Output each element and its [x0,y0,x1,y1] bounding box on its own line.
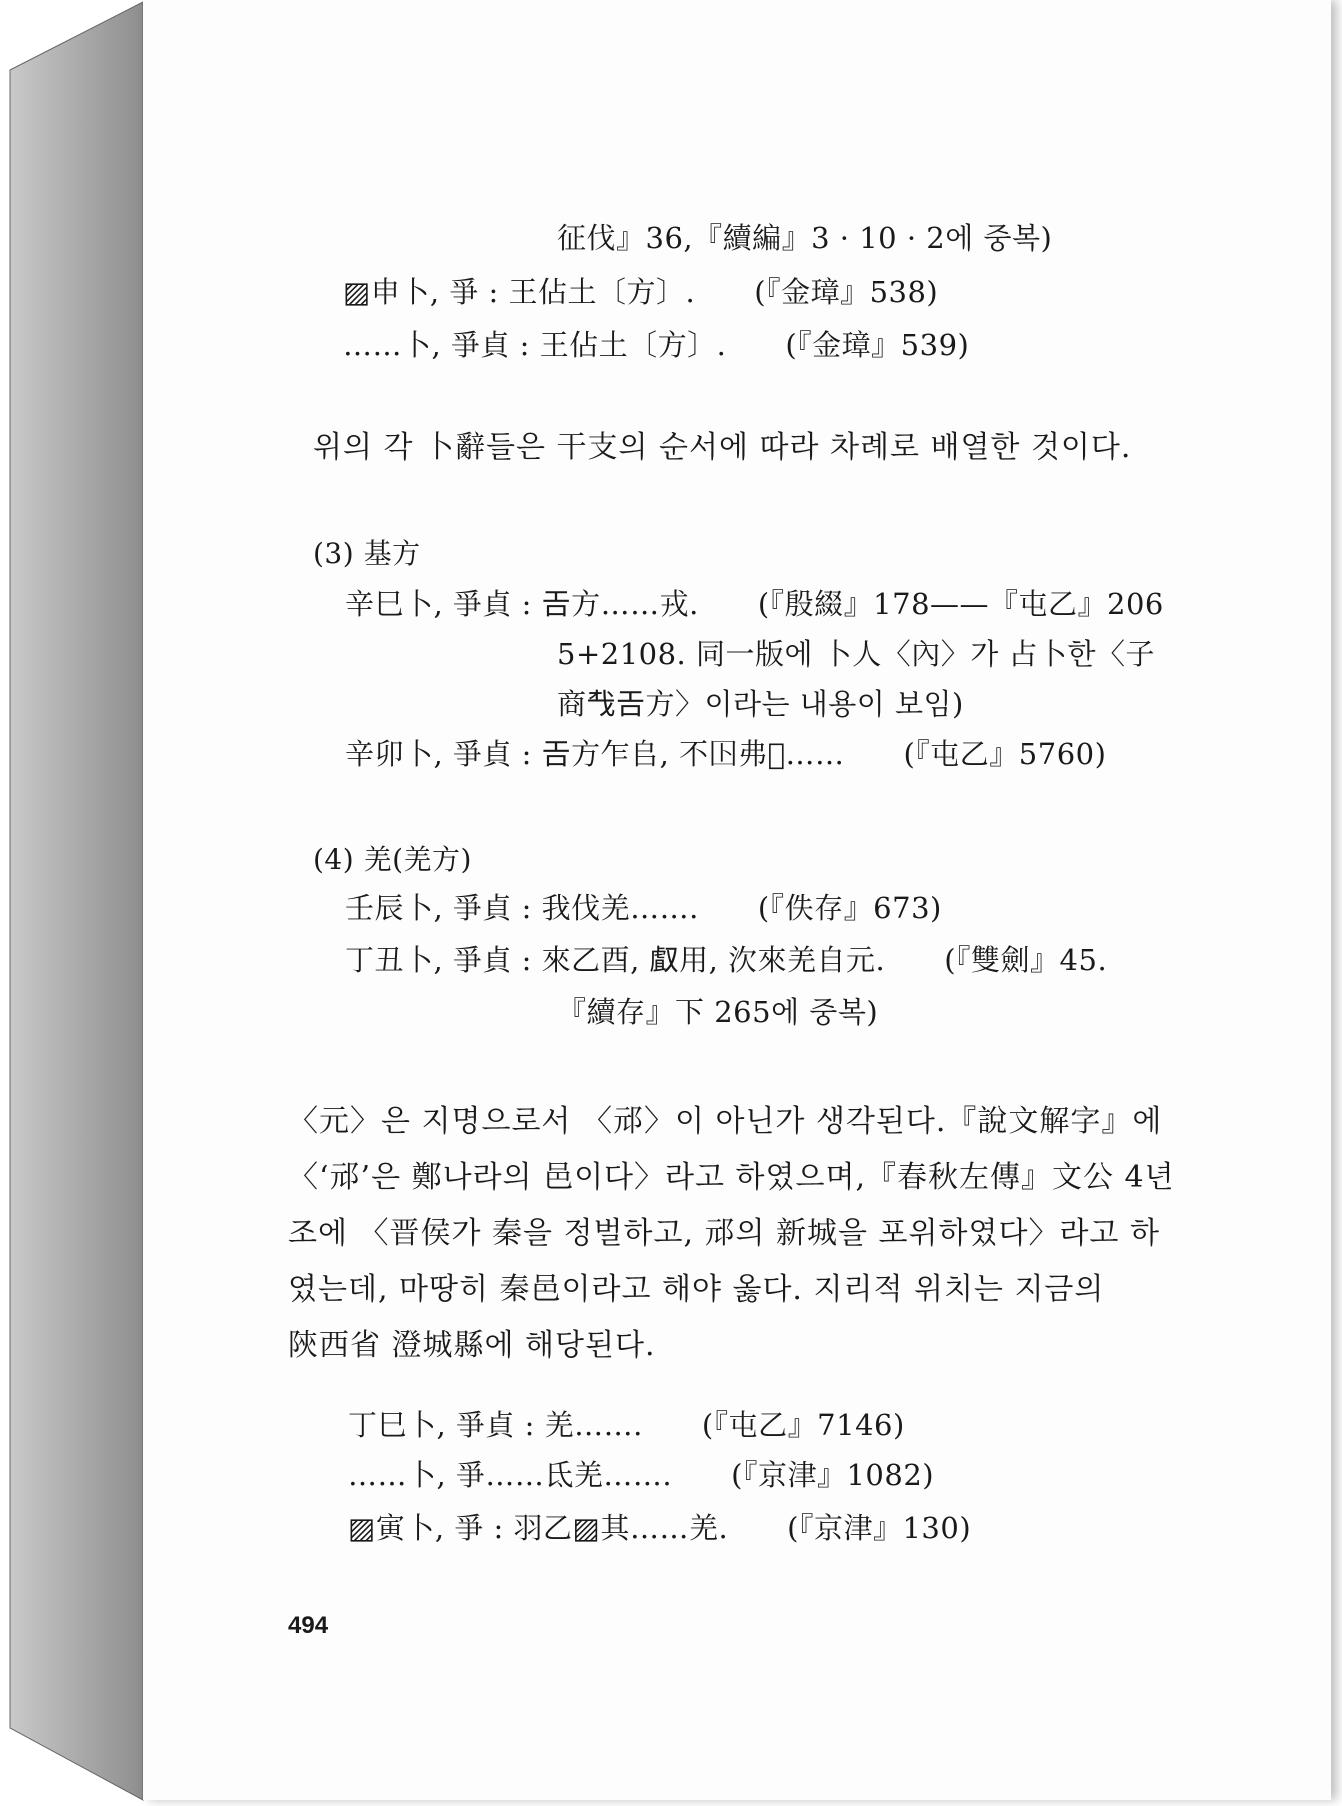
section-heading: (4) 羌(羌方) [313,843,472,876]
text-line: ……卜, 爭……氐羌……. (『京津』1082) [348,1458,935,1492]
paragraph-line: 조에 〈晋侯가 秦을 정벌하고, 邧의 新城을 포위하였다〉라고 하 [288,1216,1160,1251]
text-line: 壬辰卜, 爭貞 : 我伐羌……. (『佚存』673) [345,891,942,925]
paragraph-line: 〈元〉은 지명으로서 〈邧〉이 아닌가 생각된다.『說文解字』에 [288,1104,1163,1139]
book-page [143,0,1331,1800]
text-line: 5+2108. 同一版에 卜人〈內〉가 占卜한〈子 [557,637,1155,671]
text-line: 『續存』下 265에 중복) [557,995,879,1029]
page-number: 494 [288,1612,329,1639]
paragraph-line: 陝西省 澄城縣에 해당된다. [288,1328,656,1363]
section-heading: (3) 基方 [313,537,421,570]
text-line: ▨寅卜, 爭 : 羽乙▨其……羌. (『京津』130) [348,1511,972,1545]
paragraph [288,1094,1188,1374]
paragraph: 위의 각 卜辭들은 干支의 순서에 따라 차례로 배열한 것이다. [313,430,1132,465]
text-line: ……卜, 爭貞 : 王佔土〔方〕. (『金璋』539) [343,328,970,362]
text-line: ▨申卜, 爭 : 王佔土〔方〕. (『金璋』538) [343,275,939,309]
text-line: 商𢦔𢀛方〉이라는 내용이 보임) [557,687,964,721]
text-line: 丁丑卜, 爭貞 : 來乙酉, 𠭯用, 㳄來羌自元. (『雙劍』45. [345,943,1108,977]
text-line: 辛卯卜, 爭貞 : 𢀛方乍𠂤, 不𡆥弗𠨞…… (『屯乙』5760) [345,737,1107,771]
paragraph-line: 였는데, 마땅히 秦邑이라고 해야 옳다. 지리적 위치는 지금의 [288,1272,1105,1307]
text-line: 征伐』36,『續編』3 · 10 · 2에 중복) [557,221,1053,255]
text-line: 丁巳卜, 爭貞 : 羌……. (『屯乙』7146) [348,1408,905,1442]
text-line: 辛巳卜, 爭貞 : 𢀛方……戎. (『殷綴』178——『屯乙』206 [345,587,1164,621]
paragraph-line: 〈‘邧’은 鄭나라의 邑이다〉라고 하였으며,『春秋左傳』文公 4년 [288,1160,1175,1195]
